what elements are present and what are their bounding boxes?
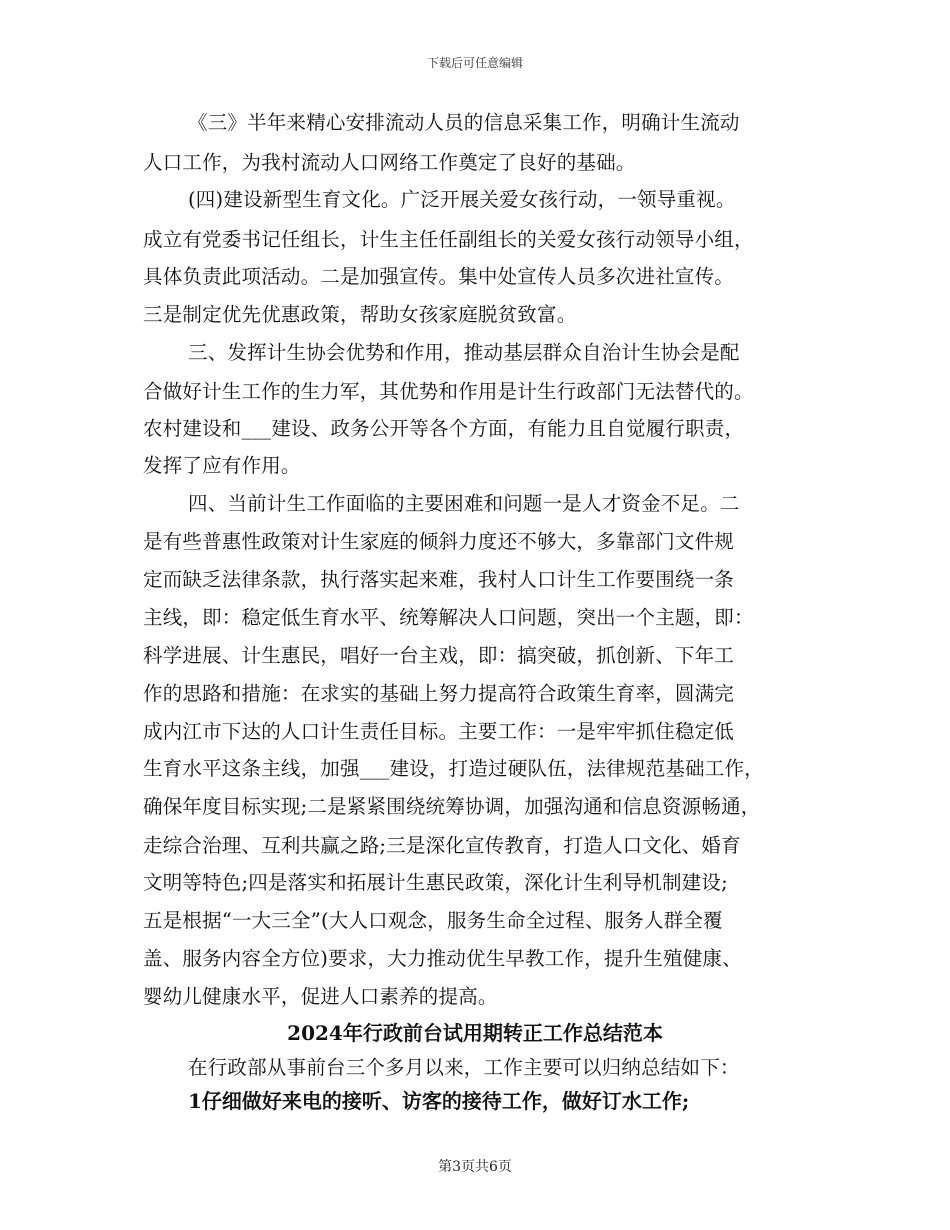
paragraph-line: 作的思路和措施：在求实的基础上努力提高符合政策生育率，圆满完 <box>143 682 735 705</box>
paragraph-line: 四、当前计生工作面临的主要困难和问题一是人才资金不足。二 <box>188 492 740 515</box>
paragraph-line: 三、发挥计生协会优势和作用，推动基层群众自治计生协会是配 <box>188 341 740 364</box>
paragraph-line: 文明等特色;四是落实和拓展计生惠民政策，深化计生利导机制建设; <box>143 871 728 894</box>
paragraph-line: 人口工作，为我村流动人口网络工作奠定了良好的基础。 <box>143 151 636 174</box>
paragraph-line: 具体负责此项活动。二是加强宣传。集中处宣传人员多次进社宣传。 <box>143 265 735 288</box>
paragraph-line: 生育水平这条主线，加强___建设，打造过硬队伍，法律规范基础工作， <box>143 757 764 780</box>
paragraph-line: 成立有党委书记任组长，计生主任任副组长的关爱女孩行动领导小组， <box>143 228 754 251</box>
paragraph-line: 确保年度目标实现;二是紧紧围绕统筹协调，加强沟通和信息资源畅通， <box>143 795 761 818</box>
page-number: 第3页共6页 <box>438 1159 512 1175</box>
intro-line: 在行政部从事前台三个多月以来，工作主要可以归纳总结如下： <box>188 1056 740 1079</box>
paragraph-line: 盖、服务内容全方位)要求，大力推动优生早教工作，提升生殖健康、 <box>143 947 742 970</box>
header-note: 下载后可任意编辑 <box>426 56 523 70</box>
paragraph-line: 科学进展、计生惠民，唱好一台主戏，即：搞突破，抓创新、下年工 <box>143 644 735 667</box>
paragraph-line: (四)建设新型生育文化。广泛开展关爱女孩行动，一领导重视。 <box>188 188 736 211</box>
paragraph-line: 三是制定优先优惠政策，帮助女孩家庭脱贫致富。 <box>143 303 577 326</box>
paragraph-line: 五是根据“一大三全”(大人口观念，服务生命全过程、服务人群全覆 <box>143 909 723 932</box>
paragraph-line: 走综合治理、互利共赢之路;三是深化宣传教育，打造人口文化、婚育 <box>143 834 741 857</box>
paragraph-line: 合做好计生工作的生力军，其优势和作用是计生行政部门无法替代的。 <box>143 380 754 403</box>
list-item-1: 1仔细做好来电的接听、访客的接待工作，做好订水工作; <box>188 1089 690 1113</box>
paragraph-line: 定而缺乏法律条款，执行落实起来难，我村人口计生工作要围绕一条 <box>143 568 735 591</box>
paragraph-line: 主线，即：稳定低生育水平、统筹解决人口问题，突出一个主题，即： <box>143 606 754 629</box>
paragraph-line: 《三》半年来精心安排流动人员的信息采集工作，明确计生流动 <box>188 111 740 134</box>
paragraph-line: 成内江市下达的人口计生责任目标。主要工作：一是牢牢抓住稳定低 <box>143 720 735 743</box>
paragraph-line: 发挥了应有作用。 <box>143 454 301 477</box>
paragraph-line: 是有些普惠性政策对计生家庭的倾斜力度还不够大，多靠部门文件规 <box>143 530 735 553</box>
section-title: 2024年行政前台试用期转正工作总结范本 <box>287 1021 663 1045</box>
paragraph-line: 农村建设和___建设、政务公开等各个方面，有能力且自觉履行职责， <box>143 417 745 440</box>
paragraph-line: 婴幼儿健康水平，促进人口素养的提高。 <box>143 985 498 1008</box>
